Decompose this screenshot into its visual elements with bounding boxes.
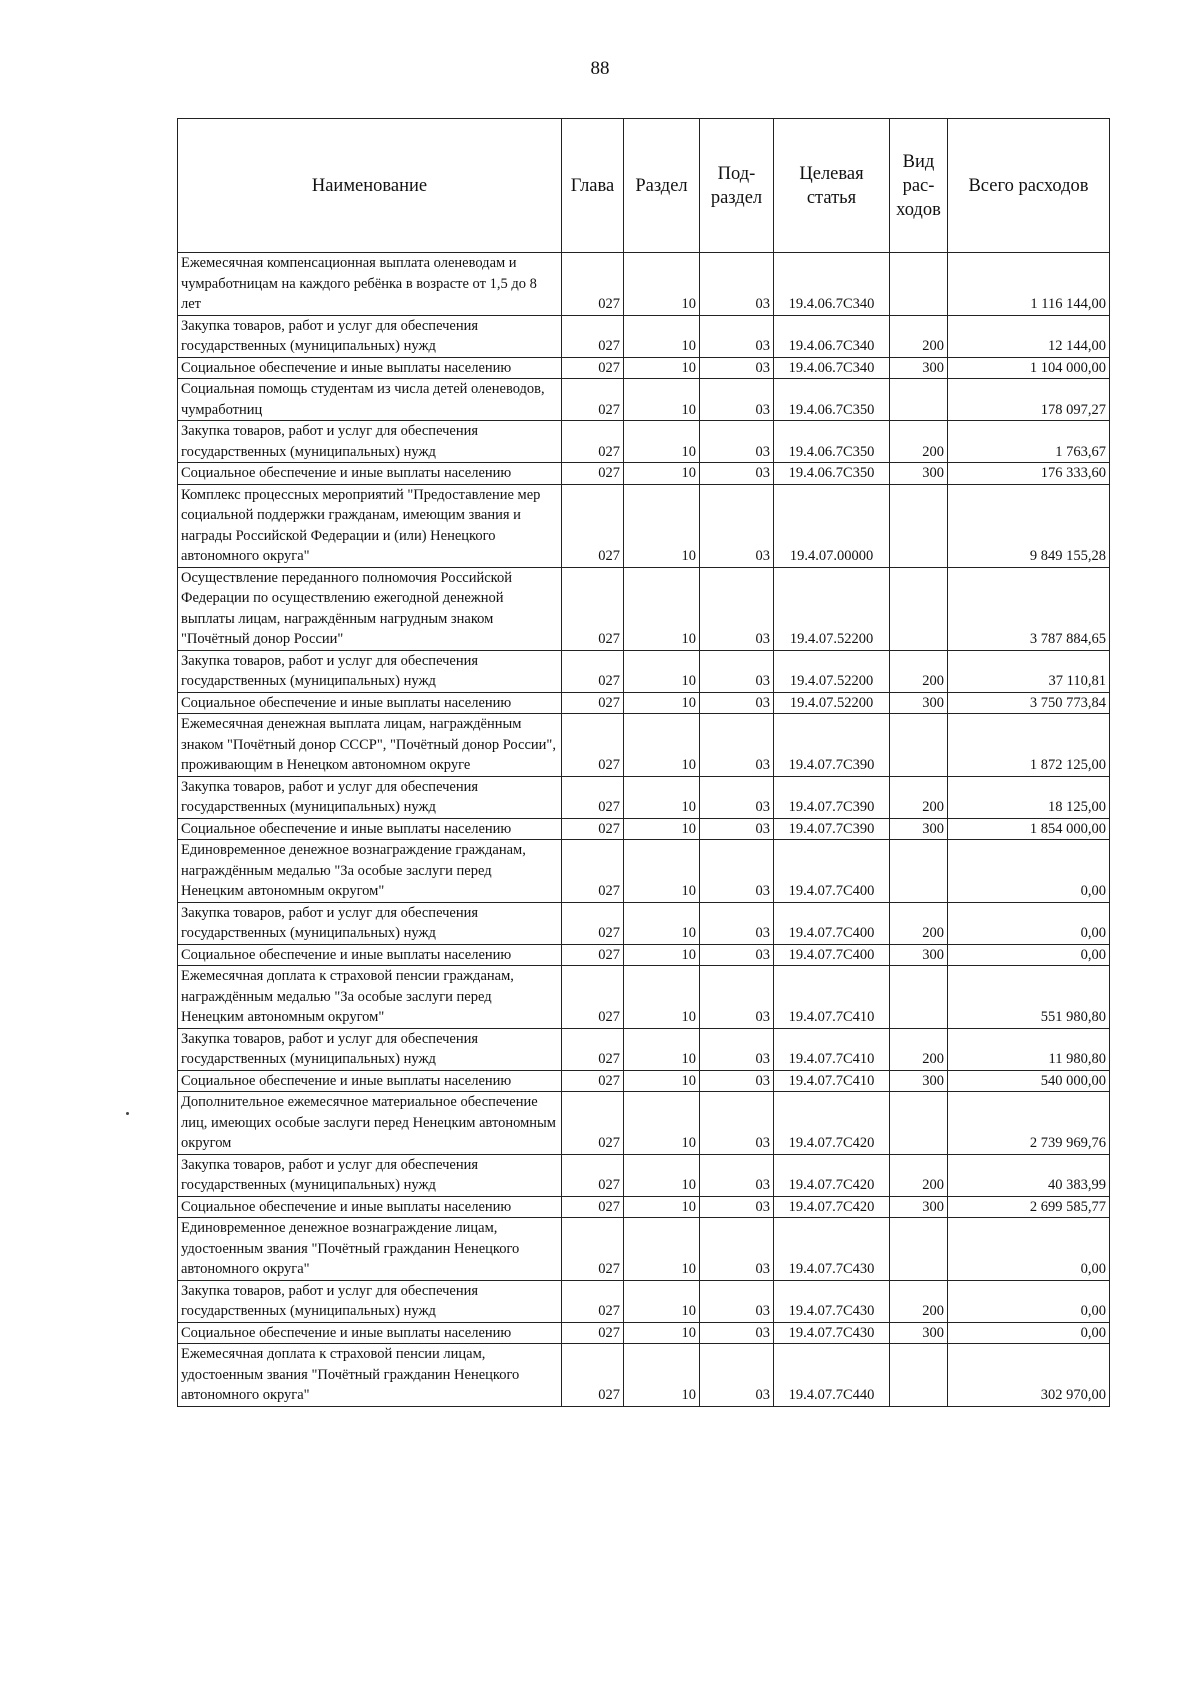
header-section: Раздел (624, 119, 700, 253)
cell-total: 178 097,27 (948, 379, 1110, 421)
cell-expense-type: 200 (890, 421, 948, 463)
cell-chapter: 027 (562, 714, 624, 777)
cell-section: 10 (624, 357, 700, 379)
table-row (178, 567, 1110, 650)
cell-target: 19.4.07.7С390 (774, 714, 890, 777)
header-expense-type: Вид рас- ходов (890, 119, 948, 253)
cell-subsection: 03 (700, 253, 774, 316)
cell-name: Ежемесячная компенсационная выплата оленеводам и чумработницам на каждого ребёнка в возрасте от 1,5 до 8 лет (178, 253, 562, 316)
table-row (178, 902, 1110, 944)
cell-subsection: 03 (700, 650, 774, 692)
cell-expense-type: 300 (890, 1070, 948, 1092)
table-row (178, 776, 1110, 818)
cell-target: 19.4.06.7С350 (774, 421, 890, 463)
cell-subsection: 03 (700, 902, 774, 944)
cell-subsection: 03 (700, 1028, 774, 1070)
cell-subsection: 03 (700, 1344, 774, 1407)
cell-section: 10 (624, 421, 700, 463)
table-header (178, 119, 1110, 253)
cell-name: Социальное обеспечение и иные выплаты населению (178, 1322, 562, 1344)
cell-name: Ежемесячная доплата к страховой пенсии гражданам, награждённым медалью "За особые заслуги перед Ненецким автономным округом" (178, 966, 562, 1029)
cell-subsection: 03 (700, 421, 774, 463)
cell-name: Социальное обеспечение и иные выплаты населению (178, 463, 562, 485)
cell-target: 19.4.07.7С400 (774, 944, 890, 966)
header-chapter: Глава (562, 119, 624, 253)
cell-expense-type (890, 1092, 948, 1155)
table-row (178, 1344, 1110, 1407)
cell-section: 10 (624, 966, 700, 1029)
cell-section: 10 (624, 1196, 700, 1218)
cell-expense-type (890, 966, 948, 1029)
cell-chapter: 027 (562, 1280, 624, 1322)
cell-total: 1 116 144,00 (948, 253, 1110, 316)
cell-chapter: 027 (562, 484, 624, 567)
cell-chapter: 027 (562, 944, 624, 966)
cell-chapter: 027 (562, 902, 624, 944)
cell-total: 0,00 (948, 840, 1110, 903)
cell-name: Закупка товаров, работ и услуг для обеспечения государственных (муниципальных) нужд (178, 1154, 562, 1196)
table-row (178, 650, 1110, 692)
cell-name: Закупка товаров, работ и услуг для обеспечения государственных (муниципальных) нужд (178, 902, 562, 944)
table-row (178, 1092, 1110, 1155)
table-row (178, 315, 1110, 357)
cell-chapter: 027 (562, 692, 624, 714)
cell-chapter: 027 (562, 357, 624, 379)
cell-section: 10 (624, 776, 700, 818)
cell-section: 10 (624, 1154, 700, 1196)
cell-chapter: 027 (562, 315, 624, 357)
cell-expense-type: 200 (890, 315, 948, 357)
cell-chapter: 027 (562, 1070, 624, 1092)
cell-chapter: 027 (562, 1344, 624, 1407)
table-row (178, 840, 1110, 903)
cell-section: 10 (624, 1344, 700, 1407)
cell-name: Социальное обеспечение и иные выплаты населению (178, 1196, 562, 1218)
cell-total: 3 750 773,84 (948, 692, 1110, 714)
cell-target: 19.4.07.7С430 (774, 1218, 890, 1281)
table-row (178, 1154, 1110, 1196)
cell-subsection: 03 (700, 966, 774, 1029)
cell-target: 19.4.07.7С390 (774, 818, 890, 840)
cell-name: Закупка товаров, работ и услуг для обеспечения государственных (муниципальных) нужд (178, 421, 562, 463)
cell-name: Социальное обеспечение и иные выплаты населению (178, 944, 562, 966)
cell-section: 10 (624, 1028, 700, 1070)
cell-total: 9 849 155,28 (948, 484, 1110, 567)
cell-chapter: 027 (562, 379, 624, 421)
cell-expense-type (890, 567, 948, 650)
cell-total: 551 980,80 (948, 966, 1110, 1029)
cell-section: 10 (624, 1092, 700, 1155)
table-row (178, 1028, 1110, 1070)
table-row (178, 357, 1110, 379)
cell-subsection: 03 (700, 1092, 774, 1155)
cell-expense-type (890, 379, 948, 421)
cell-subsection: 03 (700, 818, 774, 840)
cell-target: 19.4.07.7С400 (774, 902, 890, 944)
table-row (178, 944, 1110, 966)
cell-expense-type: 300 (890, 463, 948, 485)
cell-name: Осуществление переданного полномочия Российской Федерации по осуществлению ежегодной денежной выплаты лицам, награждённым нагрудным знаком "Почётный донор России" (178, 567, 562, 650)
cell-total: 0,00 (948, 1218, 1110, 1281)
header-row (178, 119, 1110, 253)
header-target: Целевая статья (774, 119, 890, 253)
cell-total: 37 110,81 (948, 650, 1110, 692)
cell-subsection: 03 (700, 1196, 774, 1218)
table-row (178, 1196, 1110, 1218)
cell-subsection: 03 (700, 840, 774, 903)
cell-target: 19.4.07.52200 (774, 650, 890, 692)
cell-name: Социальное обеспечение и иные выплаты населению (178, 818, 562, 840)
cell-target: 19.4.07.7С410 (774, 966, 890, 1029)
table-row (178, 966, 1110, 1029)
cell-name: Закупка товаров, работ и услуг для обеспечения государственных (муниципальных) нужд (178, 1280, 562, 1322)
cell-section: 10 (624, 463, 700, 485)
table-row (178, 421, 1110, 463)
cell-chapter: 027 (562, 463, 624, 485)
cell-name: Ежемесячная денежная выплата лицам, награждённым знаком "Почётный донор СССР", "Почётный донор России", проживающим в Ненецком автономном округе (178, 714, 562, 777)
cell-target: 19.4.07.52200 (774, 567, 890, 650)
cell-expense-type: 300 (890, 818, 948, 840)
cell-name: Закупка товаров, работ и услуг для обеспечения государственных (муниципальных) нужд (178, 650, 562, 692)
table-row (178, 253, 1110, 316)
cell-section: 10 (624, 944, 700, 966)
cell-subsection: 03 (700, 463, 774, 485)
cell-name: Закупка товаров, работ и услуг для обеспечения государственных (муниципальных) нужд (178, 776, 562, 818)
cell-subsection: 03 (700, 1218, 774, 1281)
table-row (178, 714, 1110, 777)
header-name: Наименование (178, 119, 562, 253)
cell-expense-type: 300 (890, 1196, 948, 1218)
cell-section: 10 (624, 1070, 700, 1092)
cell-name: Ежемесячная доплата к страховой пенсии лицам, удостоенным звания "Почётный гражданин Ненецкого автономного округа" (178, 1344, 562, 1407)
cell-chapter: 027 (562, 966, 624, 1029)
cell-target: 19.4.07.7С420 (774, 1092, 890, 1155)
cell-target: 19.4.07.7С410 (774, 1070, 890, 1092)
cell-section: 10 (624, 714, 700, 777)
cell-name: Единовременное денежное вознаграждение лицам, удостоенным звания "Почётный гражданин Ненецкого автономного округа" (178, 1218, 562, 1281)
cell-subsection: 03 (700, 776, 774, 818)
cell-subsection: 03 (700, 1154, 774, 1196)
cell-expense-type (890, 484, 948, 567)
cell-section: 10 (624, 484, 700, 567)
cell-target: 19.4.07.7С390 (774, 776, 890, 818)
cell-subsection: 03 (700, 1070, 774, 1092)
cell-total: 0,00 (948, 1280, 1110, 1322)
cell-section: 10 (624, 818, 700, 840)
cell-expense-type (890, 714, 948, 777)
cell-target: 19.4.06.7С350 (774, 463, 890, 485)
cell-subsection: 03 (700, 1280, 774, 1322)
cell-name: Единовременное денежное вознаграждение гражданам, награждённым медалью "За особые заслуги перед Ненецким автономным округом" (178, 840, 562, 903)
cell-target: 19.4.07.7С400 (774, 840, 890, 903)
page-number: 88 (590, 58, 610, 79)
table-row (178, 1070, 1110, 1092)
table-row (178, 818, 1110, 840)
cell-name: Социальная помощь студентам из числа детей оленеводов, чумработниц (178, 379, 562, 421)
cell-subsection: 03 (700, 315, 774, 357)
table-row (178, 379, 1110, 421)
cell-section: 10 (624, 1280, 700, 1322)
cell-total: 12 144,00 (948, 315, 1110, 357)
cell-expense-type (890, 1344, 948, 1407)
cell-section: 10 (624, 315, 700, 357)
cell-target: 19.4.06.7С340 (774, 253, 890, 316)
cell-total: 0,00 (948, 902, 1110, 944)
table-row (178, 1218, 1110, 1281)
cell-subsection: 03 (700, 484, 774, 567)
cell-expense-type: 300 (890, 1322, 948, 1344)
cell-total: 11 980,80 (948, 1028, 1110, 1070)
cell-expense-type: 200 (890, 1028, 948, 1070)
header-subsection: Под- раздел (700, 119, 774, 253)
cell-subsection: 03 (700, 692, 774, 714)
scan-speck (126, 1112, 129, 1115)
cell-total: 18 125,00 (948, 776, 1110, 818)
cell-expense-type: 300 (890, 944, 948, 966)
cell-section: 10 (624, 1218, 700, 1281)
cell-chapter: 027 (562, 421, 624, 463)
cell-subsection: 03 (700, 379, 774, 421)
cell-target: 19.4.06.7С340 (774, 315, 890, 357)
cell-total: 1 763,67 (948, 421, 1110, 463)
cell-target: 19.4.07.00000 (774, 484, 890, 567)
cell-target: 19.4.06.7С350 (774, 379, 890, 421)
cell-target: 19.4.06.7С340 (774, 357, 890, 379)
table-body (178, 253, 1110, 1407)
table-row (178, 1322, 1110, 1344)
cell-section: 10 (624, 692, 700, 714)
cell-name: Социальное обеспечение и иные выплаты населению (178, 692, 562, 714)
cell-target: 19.4.07.7С430 (774, 1280, 890, 1322)
cell-expense-type: 300 (890, 357, 948, 379)
cell-subsection: 03 (700, 714, 774, 777)
cell-section: 10 (624, 902, 700, 944)
cell-section: 10 (624, 379, 700, 421)
cell-name: Социальное обеспечение и иные выплаты населению (178, 357, 562, 379)
cell-chapter: 027 (562, 1218, 624, 1281)
cell-total: 1 872 125,00 (948, 714, 1110, 777)
cell-total: 540 000,00 (948, 1070, 1110, 1092)
table-row (178, 1280, 1110, 1322)
cell-target: 19.4.07.7С420 (774, 1196, 890, 1218)
cell-subsection: 03 (700, 944, 774, 966)
cell-chapter: 027 (562, 1322, 624, 1344)
cell-chapter: 027 (562, 1092, 624, 1155)
table-row (178, 484, 1110, 567)
cell-total: 176 333,60 (948, 463, 1110, 485)
cell-expense-type: 200 (890, 1154, 948, 1196)
cell-target: 19.4.07.52200 (774, 692, 890, 714)
cell-section: 10 (624, 253, 700, 316)
cell-chapter: 027 (562, 253, 624, 316)
cell-expense-type (890, 1218, 948, 1281)
cell-chapter: 027 (562, 650, 624, 692)
header-total: Всего расходов (948, 119, 1110, 253)
cell-section: 10 (624, 840, 700, 903)
cell-chapter: 027 (562, 567, 624, 650)
cell-total: 302 970,00 (948, 1344, 1110, 1407)
cell-section: 10 (624, 1322, 700, 1344)
cell-expense-type: 200 (890, 650, 948, 692)
cell-name: Комплекс процессных мероприятий "Предоставление мер социальной поддержки гражданам, имеющим звания и награды Российской Федерации и (или) Ненецкого автономного округа" (178, 484, 562, 567)
cell-target: 19.4.07.7С410 (774, 1028, 890, 1070)
cell-target: 19.4.07.7С430 (774, 1322, 890, 1344)
cell-total: 3 787 884,65 (948, 567, 1110, 650)
cell-subsection: 03 (700, 1322, 774, 1344)
cell-target: 19.4.07.7С440 (774, 1344, 890, 1407)
cell-expense-type: 200 (890, 902, 948, 944)
budget-table (177, 118, 1110, 1407)
cell-subsection: 03 (700, 567, 774, 650)
cell-expense-type (890, 840, 948, 903)
cell-total: 2 739 969,76 (948, 1092, 1110, 1155)
cell-name: Социальное обеспечение и иные выплаты населению (178, 1070, 562, 1092)
cell-expense-type (890, 253, 948, 316)
cell-name: Закупка товаров, работ и услуг для обеспечения государственных (муниципальных) нужд (178, 1028, 562, 1070)
cell-section: 10 (624, 567, 700, 650)
cell-chapter: 027 (562, 776, 624, 818)
cell-chapter: 027 (562, 1028, 624, 1070)
cell-chapter: 027 (562, 1154, 624, 1196)
cell-name: Закупка товаров, работ и услуг для обеспечения государственных (муниципальных) нужд (178, 315, 562, 357)
cell-subsection: 03 (700, 357, 774, 379)
cell-chapter: 027 (562, 840, 624, 903)
cell-expense-type: 200 (890, 1280, 948, 1322)
cell-total: 0,00 (948, 1322, 1110, 1344)
cell-expense-type: 200 (890, 776, 948, 818)
cell-section: 10 (624, 650, 700, 692)
cell-total: 1 854 000,00 (948, 818, 1110, 840)
cell-target: 19.4.07.7С420 (774, 1154, 890, 1196)
cell-total: 40 383,99 (948, 1154, 1110, 1196)
cell-total: 1 104 000,00 (948, 357, 1110, 379)
cell-chapter: 027 (562, 1196, 624, 1218)
table-row (178, 692, 1110, 714)
cell-chapter: 027 (562, 818, 624, 840)
table-row (178, 463, 1110, 485)
cell-name: Дополнительное ежемесячное материальное обеспечение лиц, имеющих особые заслуги перед Ненецким автономным округом (178, 1092, 562, 1155)
cell-expense-type: 300 (890, 692, 948, 714)
cell-total: 2 699 585,77 (948, 1196, 1110, 1218)
cell-total: 0,00 (948, 944, 1110, 966)
